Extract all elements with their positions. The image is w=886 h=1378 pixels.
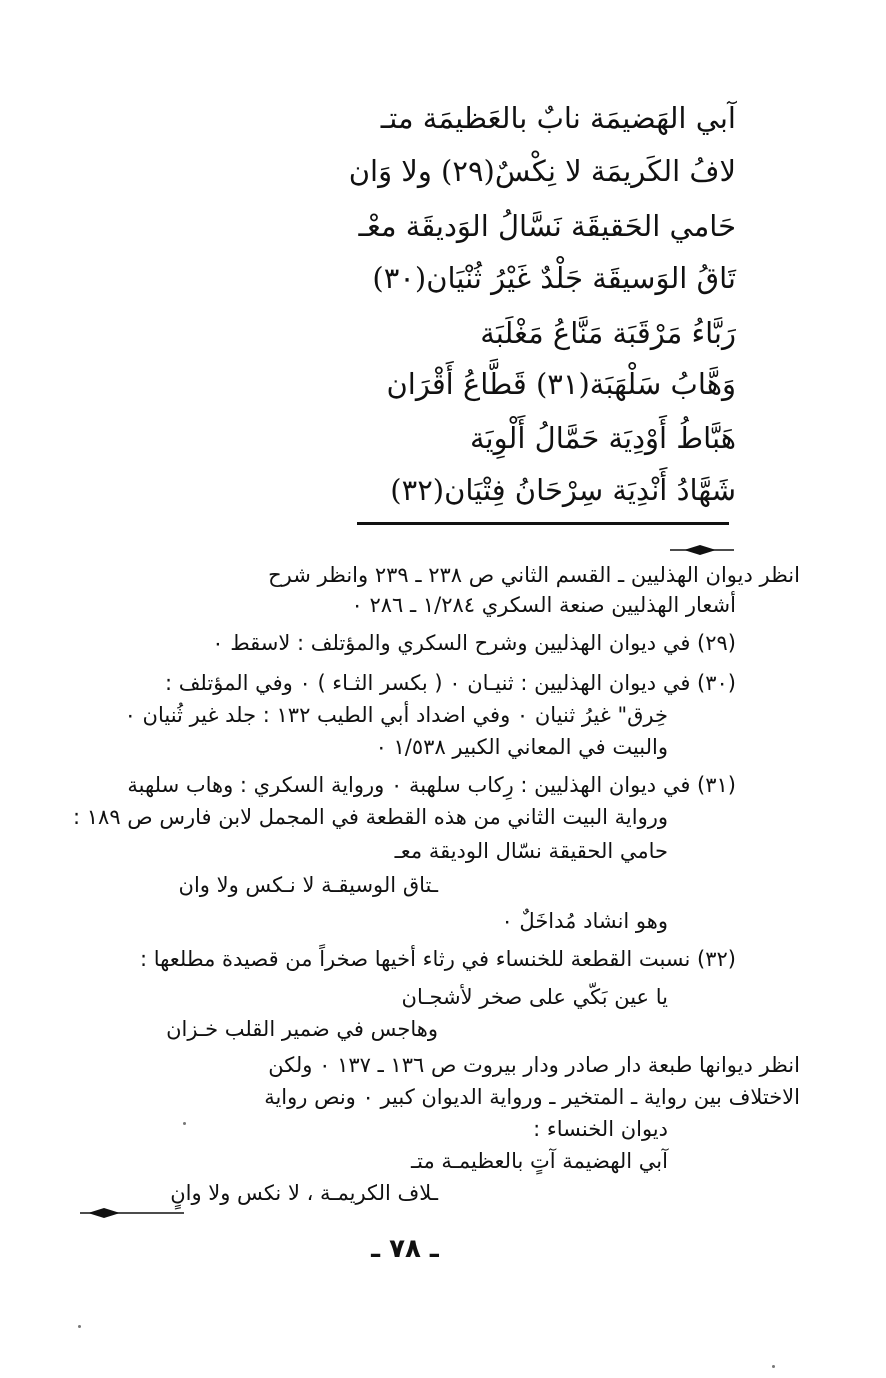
footnote-intro-line-1: انظر ديوان الهذليين ـ القسم الثاني ص ٢٣٨ ـ ٢٣٩ وانظر شرح <box>268 563 800 587</box>
verse-line-6: وَهَّابُ سَلْهَبَة(٣١) قَطَّاعُ أَقْرَان <box>386 367 736 401</box>
footnote-32-quote-2: وهاجس في ضمير القلب خـزان <box>166 1017 438 1041</box>
footnote-31-quote-1: حامي الحقيقة نسّال الوديقة معـ <box>394 839 668 863</box>
verse-line-8: شَهَّادُ أَنْدِيَة سِرْحَانُ فِتْيَان(٣٢) <box>390 473 736 507</box>
footnote-32-line-1: (٣٢) نسبت القطعة للخنساء في رثاء أخيها صخراً من قصيدة مطلعها : <box>139 947 736 971</box>
footnote-32-quote-1: يا عين بَكّي على صخر لأشجـان <box>401 985 668 1009</box>
verse-line-1: آبي الهَضيمَة نابٌ بالعَظيمَة متـ <box>380 101 736 135</box>
footnote-31-quote-2: ـتاق الوسيقـة لا نـكس ولا وان <box>178 873 438 897</box>
footnote-32-quote-4: ـلاف الكريمـة ، لا نكس ولا وانٍ <box>170 1181 438 1205</box>
verse-line-2: لافُ الكَريمَة لا نِكْسٌ(٢٩) ولا وَان <box>348 154 736 188</box>
footnote-31-line-3: وهو انشاد مُداخَلٌ ٠ <box>501 909 668 933</box>
footnote-32-line-2: انظر ديوانها طبعة دار صادر ودار بيروت ص ١٣٦ ـ ١٣٧ ٠ ولكن <box>268 1053 800 1077</box>
footnote-29: (٢٩) في ديوان الهذليين وشرح السكري والمؤتلف : لاسقط ٠ <box>212 631 736 655</box>
footnote-30-line-3: والبيت في المعاني الكبير ١/٥٣٨ ٠ <box>375 735 668 759</box>
footnote-32-line-3: الاختلاف بين رواية ـ المتخير ـ ورواية الديوان كبير ٠ ونص رواية <box>264 1085 800 1109</box>
footnote-intro-line-2: أشعار الهذليين صنعة السكري ١/٢٨٤ ـ ٢٨٦ ٠ <box>351 593 736 617</box>
page-number: ـ ٧٨ ـ <box>371 1234 439 1264</box>
verse-line-3: حَامي الحَقيقَة نَسَّالُ الوَديقَة معْـ <box>358 209 736 243</box>
footnote-30-line-2: خِرق" غيرُ ثنيان ٠ وفي اضداد أبي الطيب ١٣٢ : جلد غير ثُنيان ٠ <box>124 703 668 727</box>
verse-line-5: رَبَّاءُ مَرْقَبَة مَنَّاعُ مَغْلَبَة <box>480 316 736 350</box>
footnote-32-quote-3: آبي الهضيمة آتٍ بالعظيمـة متـ <box>411 1149 668 1173</box>
footnote-30-line-1: (٣٠) في ديوان الهذليين : ثنيـان ٠ ( بكسر الثـاء ) ٠ وفي المؤتلف : <box>164 671 736 695</box>
footnote-32-line-4: ديوان الخنساء : <box>533 1117 668 1141</box>
verse-line-4: تَاقُ الوَسيقَة جَلْدٌ غَيْرُ ثُنْيَان(٣٠) <box>372 261 736 295</box>
scan-speck <box>772 1365 775 1368</box>
footnote-31-line-1: (٣١) في ديوان الهذليين : رِكاب سلهبة ٠ ورواية السكري : وهاب سلهبة <box>127 773 736 797</box>
footnote-separator-ornament <box>670 544 734 556</box>
footnote-end-ornament <box>80 1206 184 1220</box>
poem-divider <box>357 522 729 525</box>
footnote-31-line-2: ورواية البيت الثاني من هذه القطعة في المجمل لابن فارس ص ١٨٩ : <box>73 805 668 829</box>
scan-speck <box>78 1325 81 1328</box>
scan-speck <box>183 1122 186 1125</box>
verse-line-7: هَبَّاطُ أَوْدِيَة حَمَّالُ أَلْوِيَة <box>469 421 736 455</box>
